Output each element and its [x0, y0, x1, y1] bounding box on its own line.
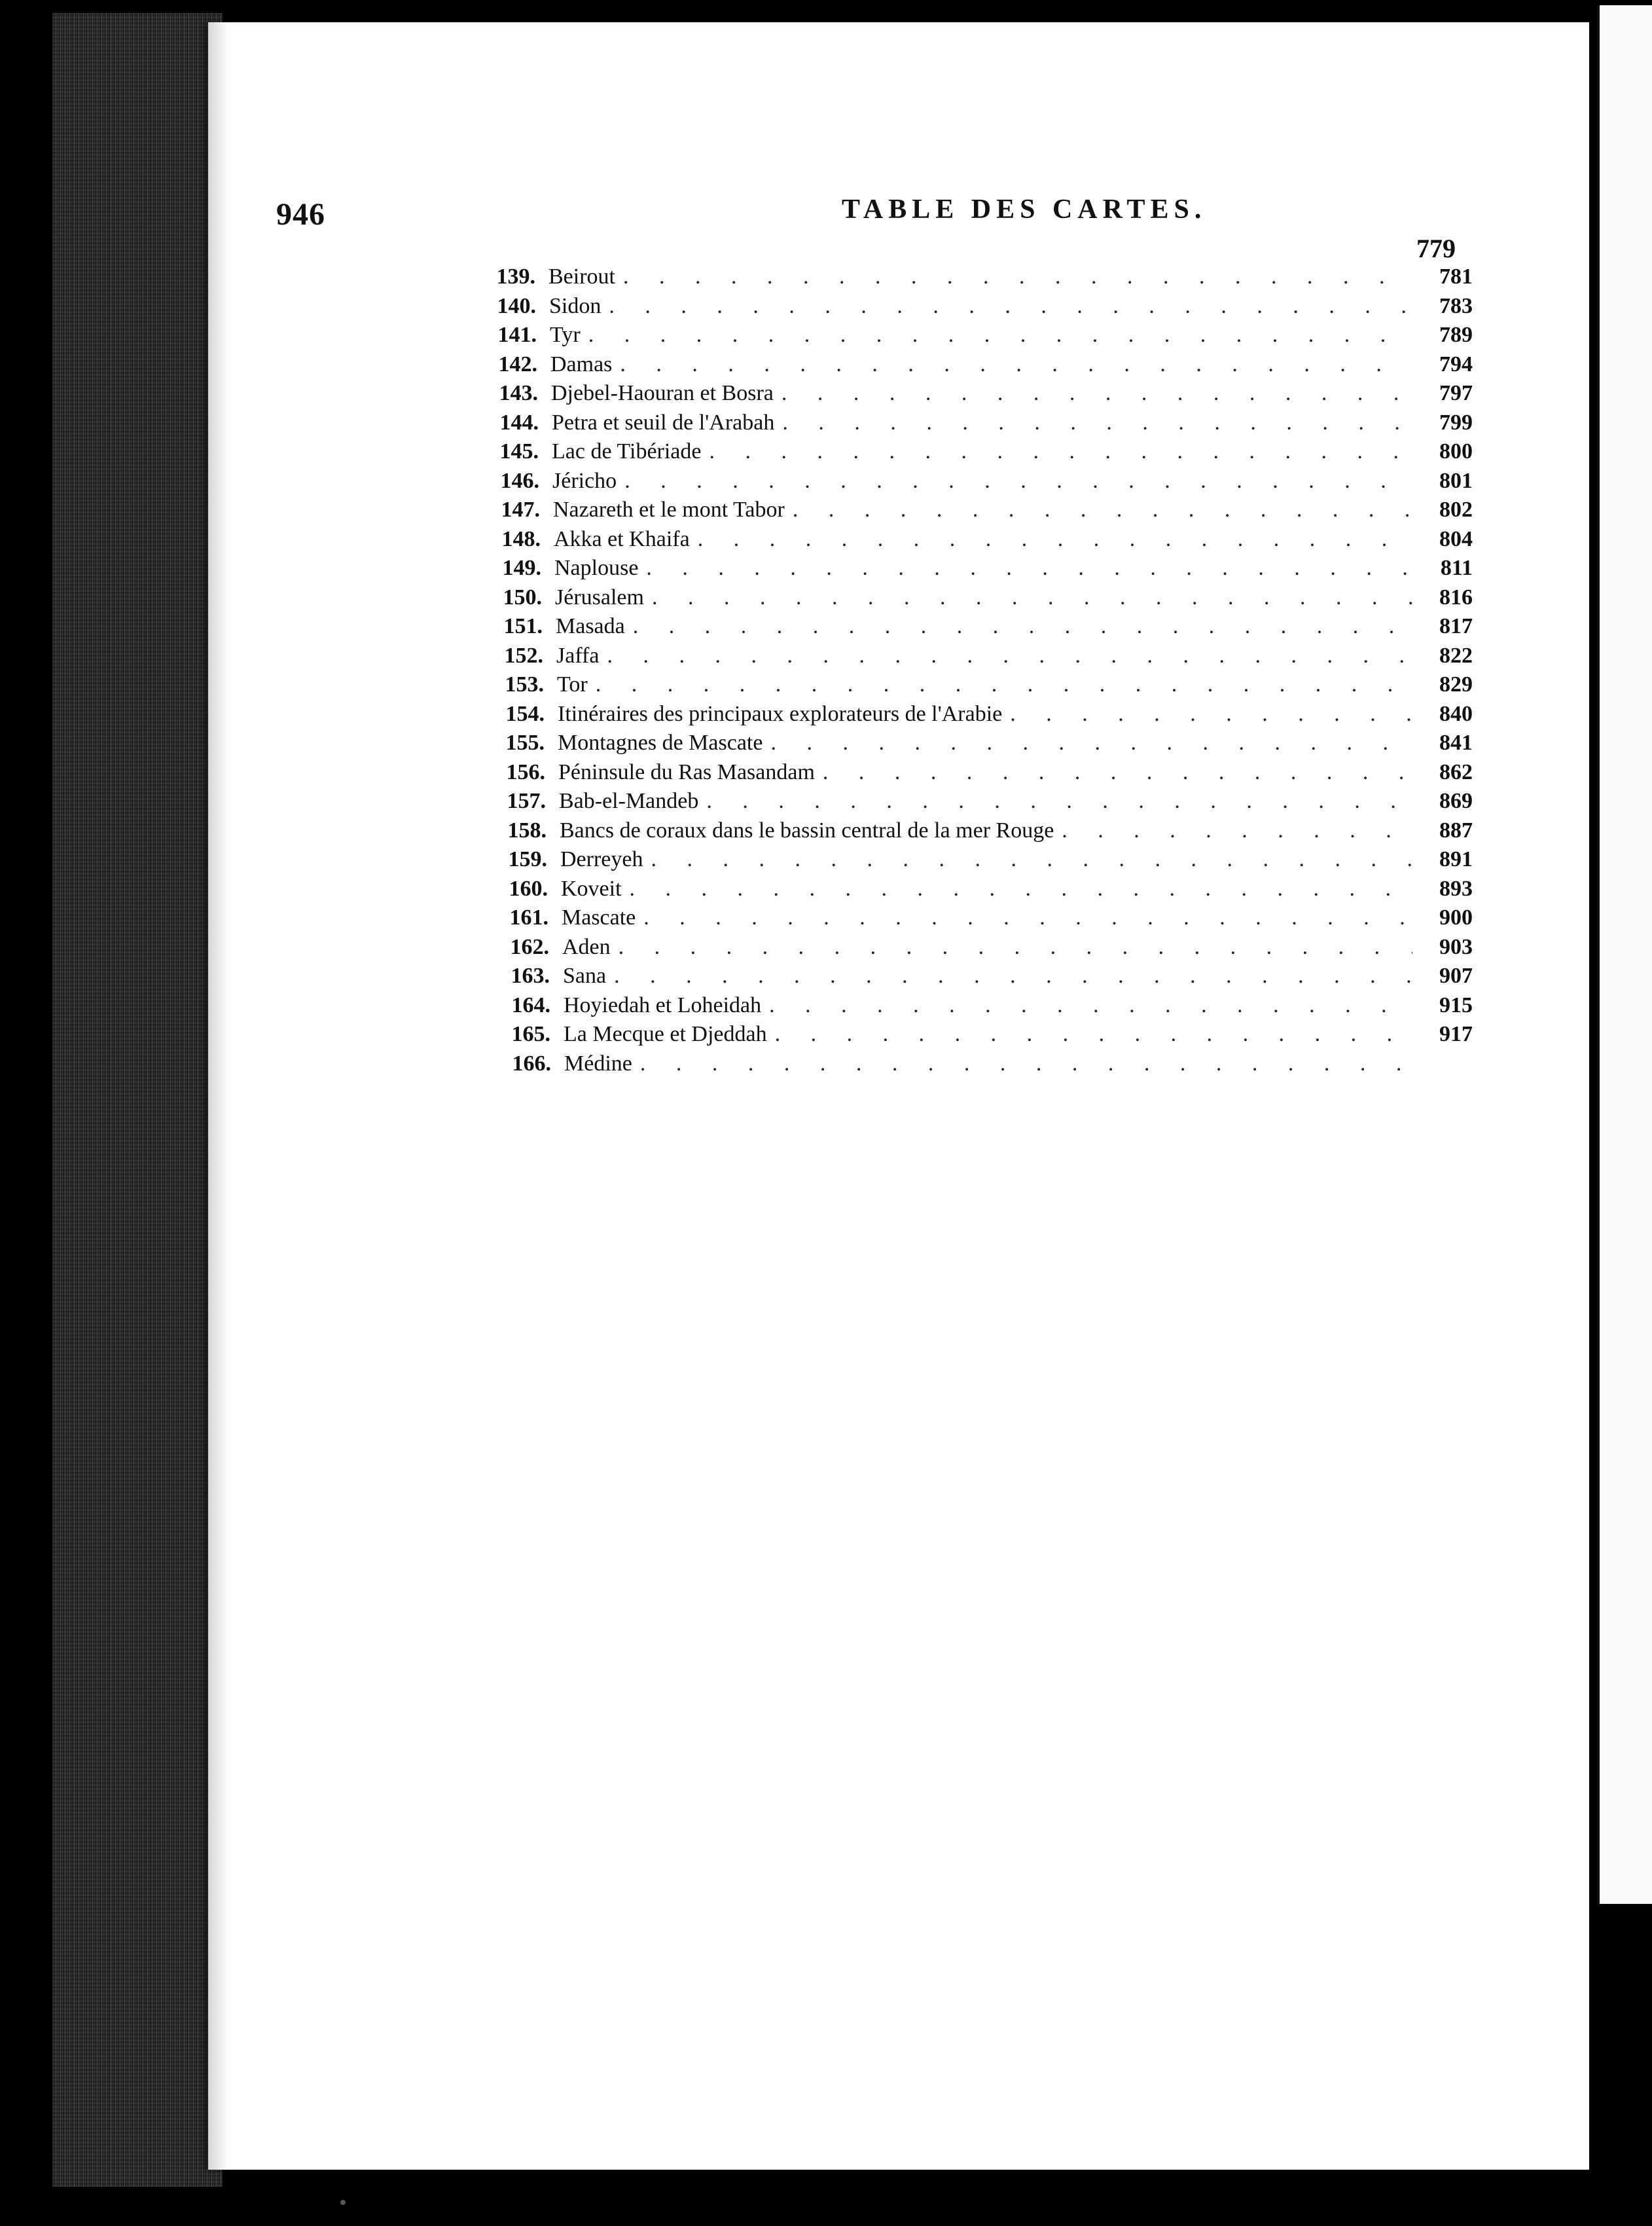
page-reference: 800 — [1439, 439, 1473, 464]
page-reference: 799 — [1439, 410, 1473, 435]
map-title: Hoyiedah et Loheidah — [564, 993, 762, 1017]
dot-leader — [651, 847, 1412, 872]
map-title: Itinéraires des principaux explorateurs de l'Arabie — [558, 701, 1003, 726]
map-title: Koveit — [561, 876, 622, 901]
map-number: 162. — [510, 934, 549, 959]
table-row — [481, 411, 1473, 440]
table-row — [482, 469, 1473, 498]
map-number: 164. — [511, 993, 550, 1017]
book-page-edges — [52, 13, 223, 2187]
dot-leader — [640, 1051, 1412, 1076]
facing-page-edge — [1597, 5, 1652, 1904]
map-title: Tyr — [550, 323, 581, 347]
dot-leader — [775, 1022, 1412, 1047]
map-number: 166. — [512, 1051, 551, 1076]
map-number: 143. — [499, 381, 538, 405]
page-reference: 801 — [1439, 468, 1473, 493]
map-number: 163. — [511, 964, 550, 988]
map-number: 147. — [501, 498, 540, 522]
page-reference: 822 — [1439, 643, 1473, 668]
map-title: Montagnes de Mascate — [558, 731, 763, 755]
table-row — [484, 585, 1473, 615]
map-title: Damas — [550, 352, 613, 376]
page-reference: 903 — [1439, 934, 1473, 959]
map-title: Aden — [562, 934, 611, 959]
table-row — [494, 1051, 1473, 1081]
map-number: 141. — [497, 323, 537, 347]
map-number: 149. — [502, 556, 541, 580]
map-title: Naplouse — [554, 556, 639, 580]
map-number: 142. — [498, 352, 537, 376]
page-number: 946 — [276, 197, 325, 232]
table-row — [486, 672, 1473, 702]
dot-leader — [623, 265, 1412, 289]
page-reference: 797 — [1439, 381, 1473, 405]
dot-leader — [620, 352, 1412, 377]
dot-leader — [609, 294, 1412, 319]
scan-speck — [340, 2200, 346, 2205]
dot-leader — [706, 789, 1412, 814]
table-row — [489, 818, 1473, 848]
map-number: 139. — [496, 265, 535, 289]
map-number: 155. — [505, 731, 545, 755]
page-reference: 804 — [1439, 526, 1473, 551]
table-row — [481, 439, 1473, 469]
map-table-list — [478, 265, 1473, 1080]
table-row — [480, 352, 1473, 382]
map-title: Jaffa — [556, 643, 600, 668]
table-row — [478, 265, 1473, 294]
page-reference: 891 — [1439, 847, 1473, 871]
map-title: La Mecque et Djeddah — [564, 1022, 767, 1046]
dot-leader — [614, 964, 1412, 989]
page-reference: 887 — [1439, 818, 1473, 843]
page-reference: 802 — [1439, 498, 1473, 522]
dot-leader — [1010, 702, 1412, 727]
page-reference: 907 — [1439, 964, 1473, 988]
table-row — [493, 1022, 1473, 1051]
map-number: 153. — [505, 672, 544, 697]
map-number: 146. — [500, 468, 539, 493]
table-row — [487, 731, 1473, 760]
dot-leader — [793, 498, 1412, 522]
page-reference: 869 — [1439, 789, 1473, 813]
map-title: Sana — [563, 964, 607, 988]
page-title: TABLE DES CARTES. — [842, 194, 1207, 225]
table-row — [490, 877, 1473, 906]
dot-leader — [596, 672, 1412, 697]
dot-leader — [769, 993, 1412, 1018]
map-title: Tor — [557, 672, 588, 697]
page-reference: 789 — [1439, 323, 1473, 347]
map-title: Jéricho — [552, 468, 617, 493]
page-reference: 917 — [1439, 1022, 1473, 1046]
map-title: Derreyeh — [560, 847, 643, 871]
dot-leader — [709, 439, 1413, 464]
dot-leader — [823, 760, 1412, 785]
page-reference: 900 — [1439, 905, 1473, 930]
map-number: 161. — [509, 905, 548, 930]
page-reference: 915 — [1439, 993, 1473, 1017]
map-number: 152. — [504, 643, 543, 668]
page-reference: 783 — [1439, 293, 1473, 318]
table-row — [492, 935, 1473, 964]
map-number: 160. — [509, 876, 548, 901]
table-row — [491, 905, 1473, 935]
dot-leader — [770, 731, 1412, 756]
page-reference: 893 — [1439, 876, 1473, 901]
page-reference: 841 — [1439, 731, 1473, 755]
dot-leader — [607, 644, 1412, 668]
map-number: 151. — [503, 614, 543, 638]
map-title: Masada — [556, 614, 625, 638]
table-row — [487, 702, 1473, 731]
map-title: Lac de Tibériade — [552, 439, 702, 464]
page-reference: 862 — [1439, 759, 1473, 784]
map-number: 159. — [508, 847, 547, 871]
table-row — [486, 644, 1473, 673]
dot-leader — [630, 877, 1412, 902]
map-number: 156. — [506, 759, 545, 784]
map-number: 157. — [507, 789, 546, 813]
map-title: Péninsule du Ras Masandam — [558, 759, 815, 784]
page-reference: 811 — [1440, 556, 1473, 580]
map-number: 154. — [505, 701, 545, 726]
page-gutter-shadow — [208, 22, 228, 2170]
map-title: Jérusalem — [555, 585, 644, 610]
page-reference: 781 — [1439, 265, 1473, 289]
dot-leader — [646, 556, 1412, 581]
table-row — [478, 294, 1473, 323]
table-row — [488, 789, 1473, 818]
map-title: Bancs de coraux dans le bassin central de la mer Rouge — [560, 818, 1054, 843]
dot-leader — [643, 905, 1412, 930]
map-number: 150. — [503, 585, 542, 610]
dot-leader — [619, 935, 1412, 960]
map-number: 158. — [507, 818, 547, 843]
continued-page-reference: 779 — [1416, 234, 1456, 263]
table-row — [479, 323, 1473, 352]
dot-leader — [698, 527, 1412, 552]
page-reference: 794 — [1439, 352, 1473, 376]
dot-leader — [588, 323, 1412, 348]
page-reference: 840 — [1439, 701, 1473, 726]
map-number: 148. — [501, 526, 541, 551]
map-number: 144. — [499, 410, 539, 435]
table-row — [488, 760, 1473, 790]
table-row — [490, 847, 1473, 877]
table-row — [493, 993, 1473, 1023]
page-reference: 829 — [1439, 672, 1473, 697]
dot-leader — [624, 469, 1412, 494]
table-row — [482, 498, 1473, 527]
table-row — [485, 614, 1473, 644]
map-title: Sidon — [549, 293, 602, 318]
dot-leader — [1062, 818, 1412, 843]
table-row — [484, 556, 1473, 585]
dot-leader — [782, 411, 1412, 435]
map-title: Nazareth et le mont Tabor — [553, 498, 785, 522]
map-title: Bab-el-Mandeb — [559, 789, 699, 813]
table-row — [480, 381, 1473, 411]
map-number: 140. — [497, 293, 536, 318]
page-reference: 817 — [1439, 614, 1473, 638]
map-title: Djebel-Haouran et Bosra — [551, 381, 774, 405]
table-row — [483, 527, 1473, 556]
table-row — [492, 964, 1473, 993]
map-title: Médine — [564, 1051, 632, 1076]
page-reference: 816 — [1439, 585, 1473, 610]
map-title: Petra et seuil de l'Arabah — [552, 410, 775, 435]
map-number: 145. — [499, 439, 539, 464]
dot-leader — [633, 614, 1412, 639]
map-title: Akka et Khaifa — [554, 526, 690, 551]
map-title: Mascate — [562, 905, 636, 930]
dot-leader — [652, 585, 1412, 610]
dot-leader — [781, 381, 1412, 406]
map-title: Beirout — [548, 265, 615, 289]
map-number: 165. — [511, 1022, 550, 1046]
